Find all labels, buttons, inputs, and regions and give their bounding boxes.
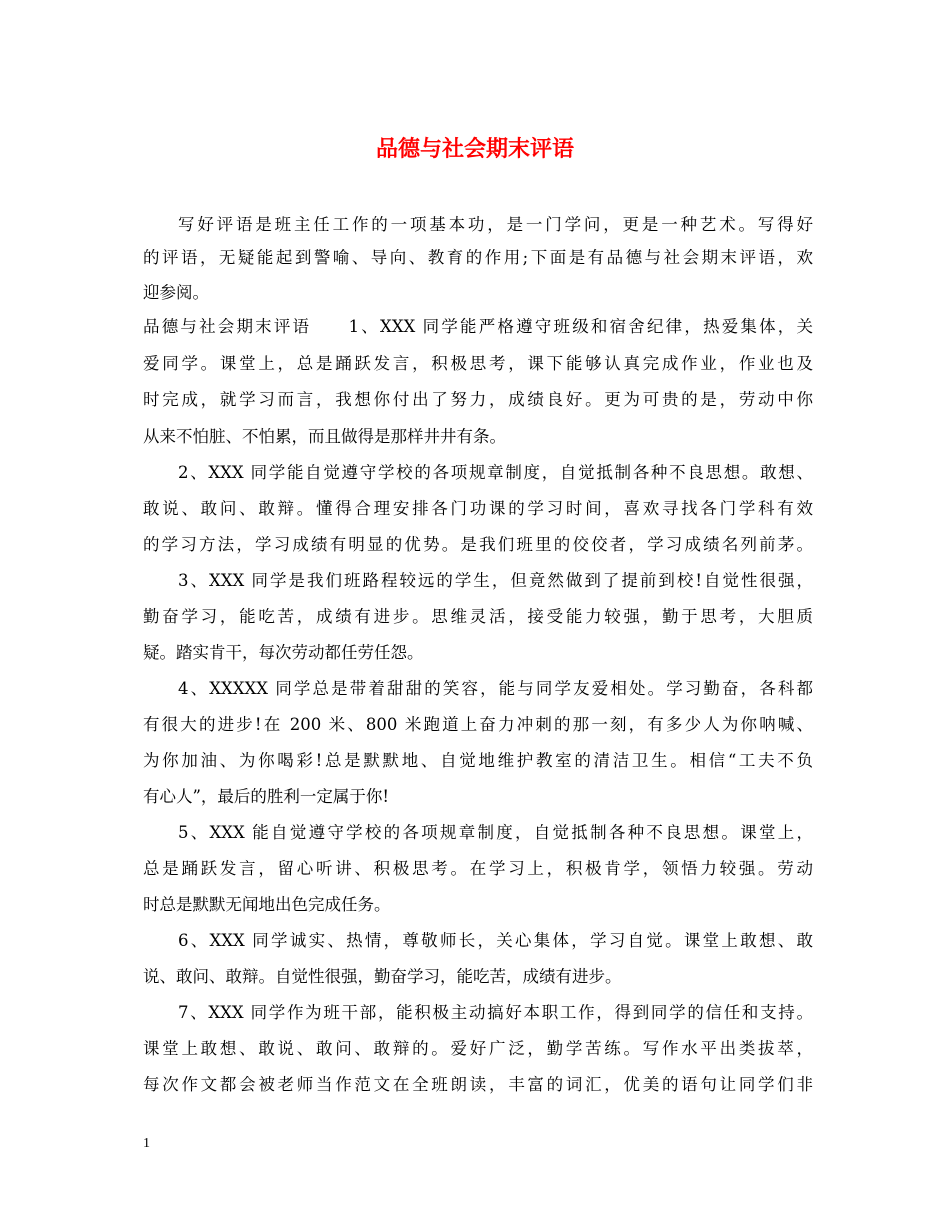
text-line: 说、敢问、敢辩。自觉性很强，勤奋学习，能吃苦，成绩有进步。 — [143, 967, 622, 986]
text-line: 课堂上敢想、敢说、敢问、敢辩的。爱好广泛，勤学苦练。写作水平出类拔萃， — [143, 1039, 813, 1058]
text-line: 爱同学。课堂上，总是踊跃发言，积极思考，课下能够认真完成作业，作业也及 — [143, 354, 813, 373]
text-line: 迎参阅。 — [143, 283, 209, 302]
text-line: 时完成，就学习而言，我想你付出了努力，成绩良好。更为可贵的是，劳动中你 — [143, 390, 813, 409]
text-line: 总是踊跃发言，留心听讲、积极思考。在学习上，积极肯学，领悟力较强。劳动 — [143, 859, 813, 878]
text-line: 2、XXX 同学能自觉遵守学校的各项规章制度，自觉抵制各种不良思想。敢想、 — [178, 463, 813, 482]
text-line: 7、XXX 同学作为班干部，能积极主动搞好本职工作，得到同学的信任和支持。 — [178, 1003, 813, 1022]
text-line: 的学习方法，学习成绩有明显的优势。是我们班里的佼佼者，学习成绩名列前茅。 — [143, 535, 813, 554]
text-line: 的评语，无疑能起到警喻、导向、教育的作用;下面是有品德与社会期末评语，欢 — [143, 248, 813, 267]
text-line: 疑。踏实肯干，每次劳动都任劳任怨。 — [143, 643, 424, 662]
text-line: 5、XXX 能自觉遵守学校的各项规章制度，自觉抵制各种不良思想。课堂上， — [178, 823, 813, 842]
text-line: 品德与社会期末评语 1、XXX 同学能严格遵守班级和宿舍纪律，热爱集体，关 — [143, 317, 813, 336]
page-number: 1 — [143, 1136, 150, 1151]
text-line: 写好评语是班主任工作的一项基本功，是一门学问，更是一种艺术。写得好 — [178, 215, 813, 234]
text-line: 3、XXX 同学是我们班路程较远的学生，但竟然做到了提前到校!自觉性很强， — [178, 571, 813, 590]
text-line: 时总是默默无闻地出色完成任务。 — [143, 895, 391, 914]
document-title: 品德与社会期末评语 — [375, 136, 574, 162]
text-line: 有心人”，最后的胜利一定属于你! — [143, 787, 390, 806]
text-line: 有很大的进步!在 200 米、800 米跑道上奋力冲刺的那一刻，有多少人为你呐喊、 — [143, 715, 813, 734]
text-line: 为你加油、为你喝彩!总是默默地、自觉地维护教室的清洁卫生。相信“工夫不负 — [143, 751, 813, 770]
text-line: 6、XXX 同学诚实、热情，尊敬师长，关心集体，学习自觉。课堂上敢想、敢 — [178, 931, 813, 950]
text-line: 勤奋学习，能吃苦，成绩有进步。思维灵活，接受能力较强，勤于思考，大胆质 — [143, 607, 813, 626]
text-line: 从来不怕脏、不怕累，而且做得是那样井井有条。 — [143, 427, 506, 446]
text-line: 敢说、敢问、敢辩。懂得合理安排各门功课的学习时间，喜欢寻找各门学科有效 — [143, 499, 813, 518]
text-line: 4、XXXXX 同学总是带着甜甜的笑容，能与同学友爱相处。学习勤奋，各科都 — [178, 679, 813, 698]
text-line: 每次作文都会被老师当作范文在全班朗读，丰富的词汇，优美的语句让同学们非 — [143, 1075, 813, 1094]
